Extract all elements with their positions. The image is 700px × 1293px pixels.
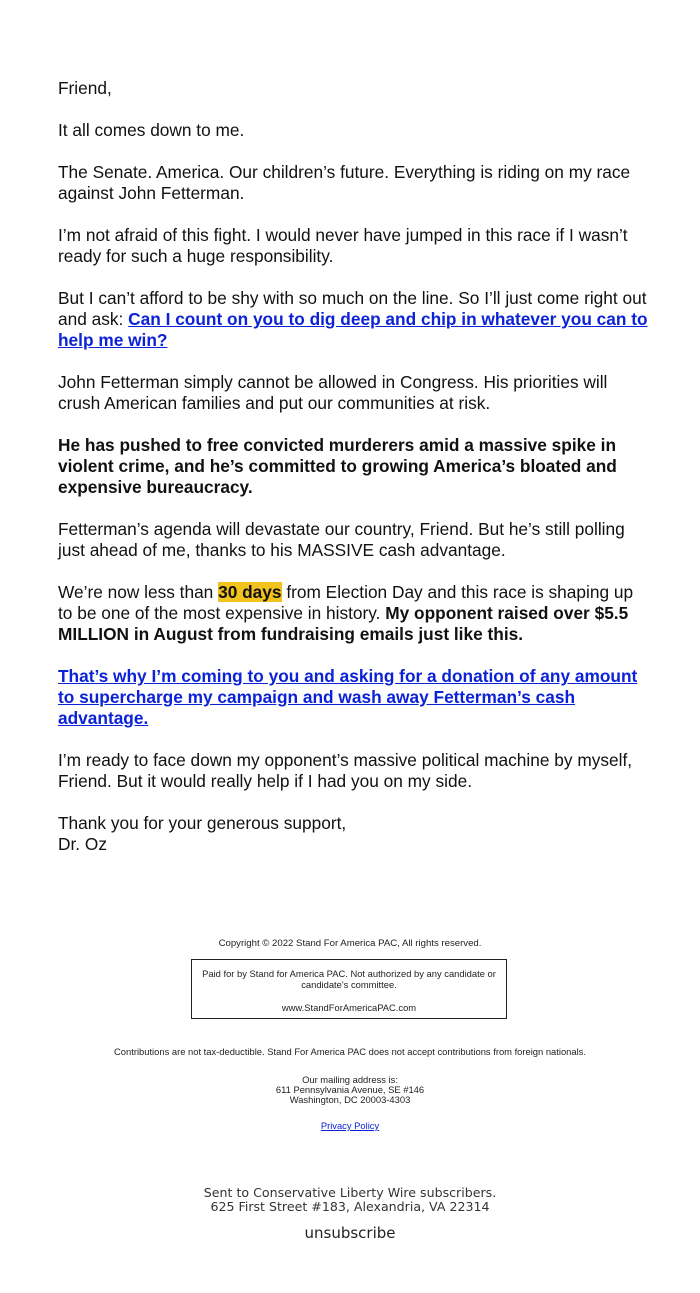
paid-for-disclaimer: Paid for by Stand for America PAC. Not authorized by any candidate or candidate's committee. [202,968,496,990]
paid-for-box [191,959,507,1019]
paragraph-8-bold: My opponent raised over $5.5 MILLION in August from fundraising emails just like this. [58,603,629,644]
privacy-section [0,1120,700,1131]
paragraph-2: The Senate. America. Our children’s future. Everything is riding on my race against John Fetterman. [58,162,631,203]
address-line-1: 611 Pennsylvania Avenue, SE #146 [275,1084,425,1095]
email-body [58,78,648,855]
address-line-2: Washington, DC 20003-4303 [289,1094,411,1105]
paragraph-7: Fetterman’s agenda will devastate our country, Friend. But he’s still polling just ahead of me, thanks to his MASSIVE cash advantage. [58,519,625,560]
sender-address: 625 First Street #183, Alexandria, VA 22314 [210,1199,490,1214]
paragraph-3: I’m not afraid of this fight. I would never have jumped in this race if I wasn’t ready for such a huge responsibility. [58,225,628,266]
greeting: Friend, [58,78,112,98]
paragraph-6 [58,435,648,498]
sent-to-info [0,1186,700,1214]
paragraph-8-pre: We’re now less than [58,582,219,602]
paragraph-1: It all comes down to me. [58,120,245,140]
donate-link-2[interactable]: That’s why I’m coming to you and asking for a donation of any amount to supercharge my campaign and wash away Fetterman’s cash advantage. [58,666,638,728]
unsubscribe-link[interactable]: unsubscribe [304,1224,396,1242]
sign-off [58,813,648,855]
mailing-label: Our mailing address is: [302,1074,398,1085]
mailing-address [0,1075,700,1105]
paragraph-9 [58,666,648,729]
paragraph-6-bold: He has pushed to free convicted murderers amid a massive spike in violent crime, and he’s committed to growing America’s bloated and expensive bureaucracy. [58,435,617,497]
copyright-notice: Copyright © 2022 Stand For America PAC, All rights reserved. [218,938,482,949]
sent-to-text: Sent to Conservative Liberty Wire subscribers. [203,1185,497,1200]
paragraph-10: I’m ready to face down my opponent’s massive political machine by myself, Friend. But it would really help if I had you on my side. [58,750,633,791]
paragraph-8-mid: from Election Day and this race is shaping up to be one of the most expensive in history. [58,582,634,623]
paragraph-5: John Fetterman simply cannot be allowed in Congress. His priorities will crush American families and put our communities at risk. [58,372,608,413]
website-text: www.StandForAmericaPAC.com [281,1002,417,1013]
donate-link-1[interactable]: Can I count on you to dig deep and chip in whatever you can to help me win? [58,309,648,350]
paragraph-4 [58,288,648,351]
signature: Dr. Oz [58,834,107,854]
contributions-notice: Contributions are not tax-deductible. Stand For America PAC does not accept contributions from foreign nationals. [114,1046,586,1057]
paragraph-4-text: But I can’t afford to be shy with so much on the line. So I’ll just come right out and ask: [58,288,647,329]
closing: Thank you for your generous support, [58,813,347,833]
days-highlight: 30 days [218,582,282,602]
privacy-policy-link[interactable]: Privacy Policy [320,1120,380,1131]
paragraph-8 [58,582,648,645]
